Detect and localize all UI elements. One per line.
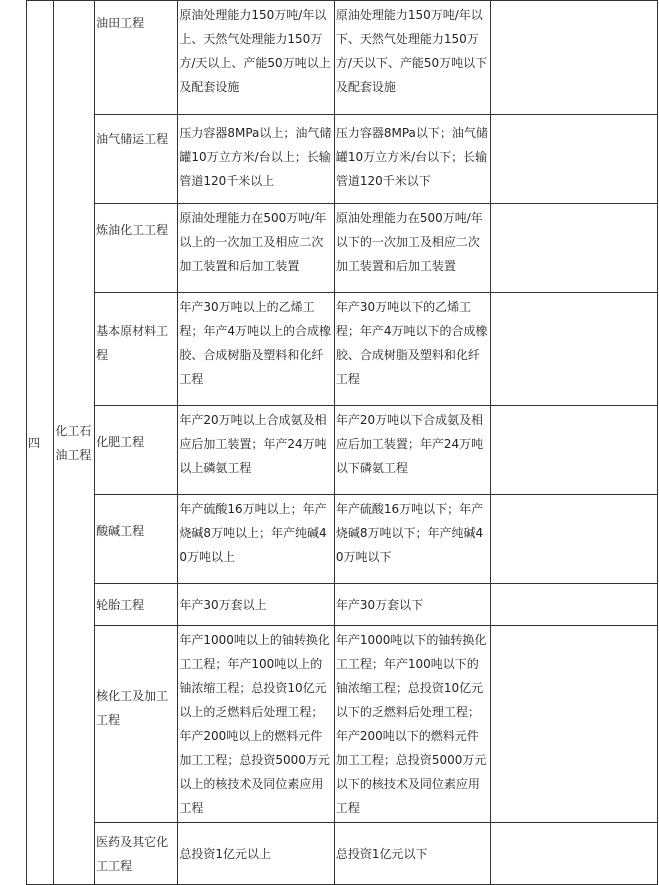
- small-scale-cell: [334, 495, 490, 584]
- table-row: [27, 406, 658, 495]
- large-scale-cell: [178, 406, 334, 495]
- small-scale-cell: [334, 406, 490, 495]
- large-scale-cell: [178, 115, 334, 204]
- large-scale-text: 年产30万吨以上的乙烯工程；年产4万吨以上的合成橡胶、合成树脂及塑料和化纤工程: [179, 300, 332, 386]
- table-row: [27, 204, 658, 293]
- small-scale-text: 年产30万套以下: [335, 597, 424, 612]
- table-row: [27, 1, 658, 115]
- large-scale-cell: [178, 584, 334, 626]
- section-category: 化工石油工程: [55, 423, 92, 462]
- small-scale-cell: [334, 823, 490, 885]
- large-scale-cell: [178, 626, 334, 823]
- small-scale-text: 年产20万吨以下合成氨及相应后加工装置；年产24万吨以下磷氨工程: [335, 413, 484, 475]
- note-cell: [491, 495, 658, 584]
- section-category-cell: [54, 1, 95, 885]
- table-row: [27, 584, 658, 626]
- large-scale-text: 年产1000吨以上的铀转换化工工程；年产100吨以上的铀浓缩工程；总投资10亿元以上的乏燃料后处理工程；年产200吨以上的燃料元件加工工程；总投资5000万元以上的核技术及同位素应用工程: [179, 633, 330, 815]
- table-row: [27, 115, 658, 204]
- large-scale-cell: [178, 1, 334, 115]
- small-scale-cell: [334, 1, 490, 115]
- project-name-cell: [95, 584, 178, 626]
- note-cell: [491, 406, 658, 495]
- large-scale-cell: [178, 204, 334, 293]
- section-seq-cell: [27, 1, 54, 885]
- note-cell: [491, 626, 658, 823]
- small-scale-text: 年产硫酸16万吨以下；年产烧碱8万吨以下；年产纯碱40万吨以下: [335, 502, 484, 564]
- note-cell: [491, 1, 658, 115]
- project-name: 轮胎工程: [96, 597, 145, 612]
- small-scale-cell: [334, 293, 490, 406]
- project-name-cell: [95, 204, 178, 293]
- note-cell: [491, 823, 658, 885]
- project-name: 炼油化工工程: [96, 223, 169, 237]
- project-name: 医药及其它化工工程: [96, 834, 169, 873]
- large-scale-text: 年产30万套以上: [179, 597, 267, 612]
- note-cell: [491, 584, 658, 626]
- project-name: 核化工及加工工程: [96, 689, 169, 727]
- large-scale-cell: [178, 823, 334, 885]
- large-scale-text: 压力容器8MPa以上；油气储罐10万立方米/台以上；长输管道120千米以上: [179, 126, 332, 188]
- project-name: 油气储运工程: [96, 132, 169, 146]
- small-scale-text: 年产1000吨以下的铀转换化工工程；年产100吨以下的铀浓缩工程；总投资10亿元以下的乏燃料后处理工程；年产200吨以下的燃料元件加工工程；总投资5000万元以下的核技术及同位素应用工程: [335, 633, 487, 815]
- table-row: [27, 626, 658, 823]
- project-name: 基本原材料工程: [96, 324, 169, 362]
- small-scale-text: 年产30万吨以下的乙烯工程；年产4万吨以下的合成橡胶、合成树脂及塑料和化纤工程: [335, 300, 488, 386]
- table-row: [27, 495, 658, 584]
- small-scale-cell: [334, 584, 490, 626]
- qualification-table: [26, 0, 658, 885]
- small-scale-cell: [334, 626, 490, 823]
- large-scale-text: 总投资1亿元以上: [179, 846, 272, 861]
- project-name: 化肥工程: [96, 435, 145, 449]
- project-name-cell: [95, 406, 178, 495]
- project-name-cell: [95, 1, 178, 115]
- project-name-cell: [95, 626, 178, 823]
- large-scale-cell: [178, 495, 334, 584]
- small-scale-cell: [334, 204, 490, 293]
- project-name: 酸碱工程: [96, 524, 145, 538]
- large-scale-text: 原油处理能力150万吨/年以上、天然气处理能力150万方/天以上、产能50万吨以上及配套设施: [179, 8, 331, 94]
- small-scale-text: 压力容器8MPa以下；油气储罐10万立方米/台以下；长输管道120千米以下: [335, 126, 488, 188]
- note-cell: [491, 115, 658, 204]
- note-cell: [491, 293, 658, 406]
- project-name-cell: [95, 495, 178, 584]
- large-scale-cell: [178, 293, 334, 406]
- table-row: [27, 823, 658, 885]
- table-row: [27, 293, 658, 406]
- large-scale-text: 年产硫酸16万吨以上；年产烧碱8万吨以上；年产纯碱40万吨以上: [179, 502, 327, 564]
- section-seq: 四: [28, 435, 41, 450]
- small-scale-text: 原油处理能力在500万吨/年以下的一次加工及相应二次加工装置和后加工装置: [335, 211, 483, 273]
- small-scale-text: 总投资1亿元以下: [335, 846, 428, 861]
- project-name-cell: [95, 293, 178, 406]
- large-scale-text: 原油处理能力在500万吨/年以上的一次加工及相应二次加工装置和后加工装置: [179, 211, 327, 273]
- small-scale-text: 原油处理能力150万吨/年以下、天然气处理能力150万方/天以下、产能50万吨以下及配套设施: [335, 8, 488, 94]
- small-scale-cell: [334, 115, 490, 204]
- project-name: 油田工程: [96, 16, 145, 30]
- project-name-cell: [95, 115, 178, 204]
- note-cell: [491, 204, 658, 293]
- project-name-cell: [95, 823, 178, 885]
- large-scale-text: 年产20万吨以上合成氨及相应后加工装置；年产24万吨以上磷氨工程: [179, 413, 327, 475]
